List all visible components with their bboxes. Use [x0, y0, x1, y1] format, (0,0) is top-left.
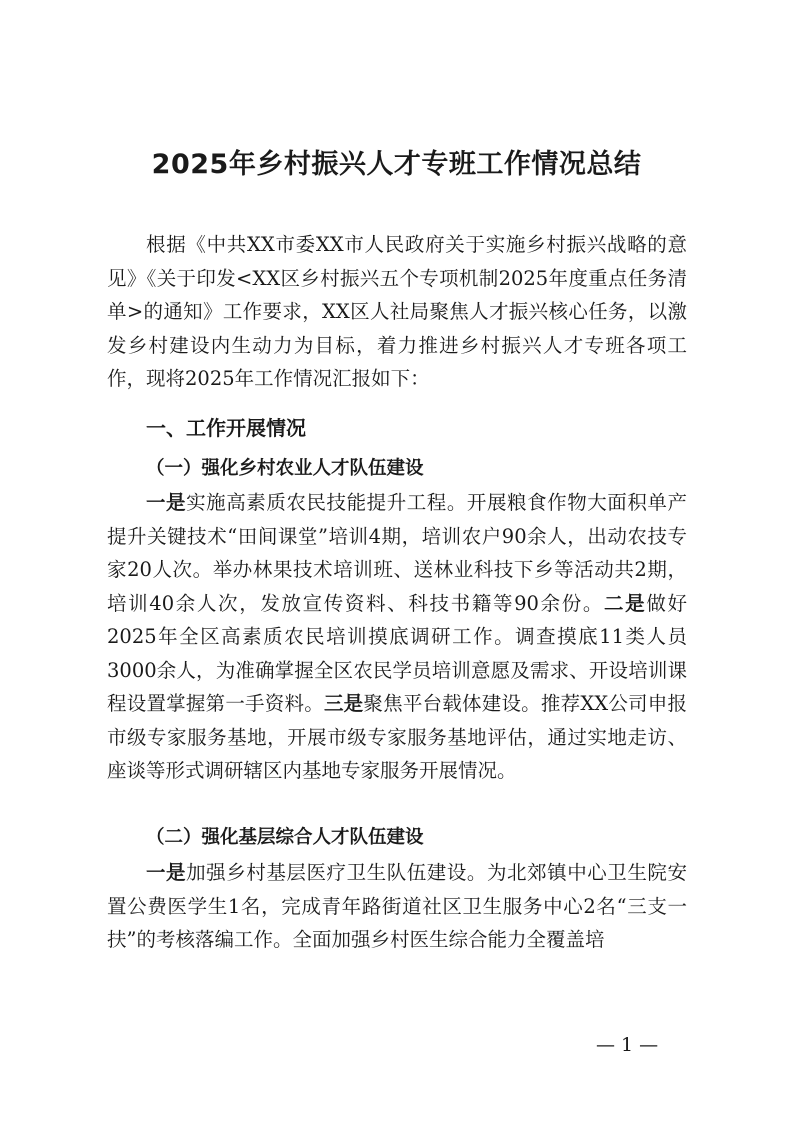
paragraph-agricultural-talent	[107, 486, 687, 788]
lead-second: 二是	[604, 591, 647, 615]
page-number: — 1 —	[596, 1034, 659, 1056]
paragraph-grassroots-talent	[107, 856, 687, 957]
text-second: 做好2025年全区高素质农民培训摸底调研工作。调查摸底11类人员3000余人，为准确掌握全区农民学员培训意愿及需求、开设培训课程设置掌握第一手资料。	[107, 591, 687, 715]
document-title: 2025年乡村振兴人才专班工作情况总结	[151, 149, 642, 180]
subsection-heading-agricultural-talent: （一）强化乡村农业人才队伍建设	[146, 458, 424, 479]
lead-first: 一是	[146, 861, 187, 884]
text-third: 聚焦平台载体建设。推荐XX公司申报市级专家服务基地，开展市级专家服务基地评估，通过实地走访、座谈等形式调研辖区内基地专家服务开展情况。	[107, 692, 687, 782]
lead-first: 一是	[146, 491, 187, 514]
section-heading-work-status: 一、工作开展情况	[146, 416, 306, 440]
intro-paragraph: 根据《中共XX市委XX市人民政府关于实施乡村振兴战略的意见》《关于印发<XX区乡村振兴五个专项机制2025年度重点任务清单>的通知》工作要求，XX区人社局聚焦人才振兴核心任务，以激发乡村建设内生动力为目标，着力推进乡村振兴人才专班各项工作，现将2025年工作情况汇报如下：	[107, 233, 687, 390]
subsection-heading-grassroots-talent: （二）强化基层综合人才队伍建设	[146, 827, 424, 848]
text-first: 加强乡村基层医疗卫生队伍建设。为北郊镇中心卫生院安置公费医学生1名，完成青年路街道社区卫生服务中心2名“三支一扶”的考核落编工作。全面加强乡村医生综合能力全覆盖培	[107, 861, 687, 951]
lead-third: 三是	[323, 692, 364, 715]
text-first: 实施高素质农民技能提升工程。开展粮食作物大面积单产提升关键技术“田间课堂”培训4期，培训农户90余人，出动农技专家20人次。举办林果技术培训班、送林业科技下乡等活动共2期，培训40余人次，发放宣传资料、科技书籍等90余份。	[107, 491, 687, 615]
